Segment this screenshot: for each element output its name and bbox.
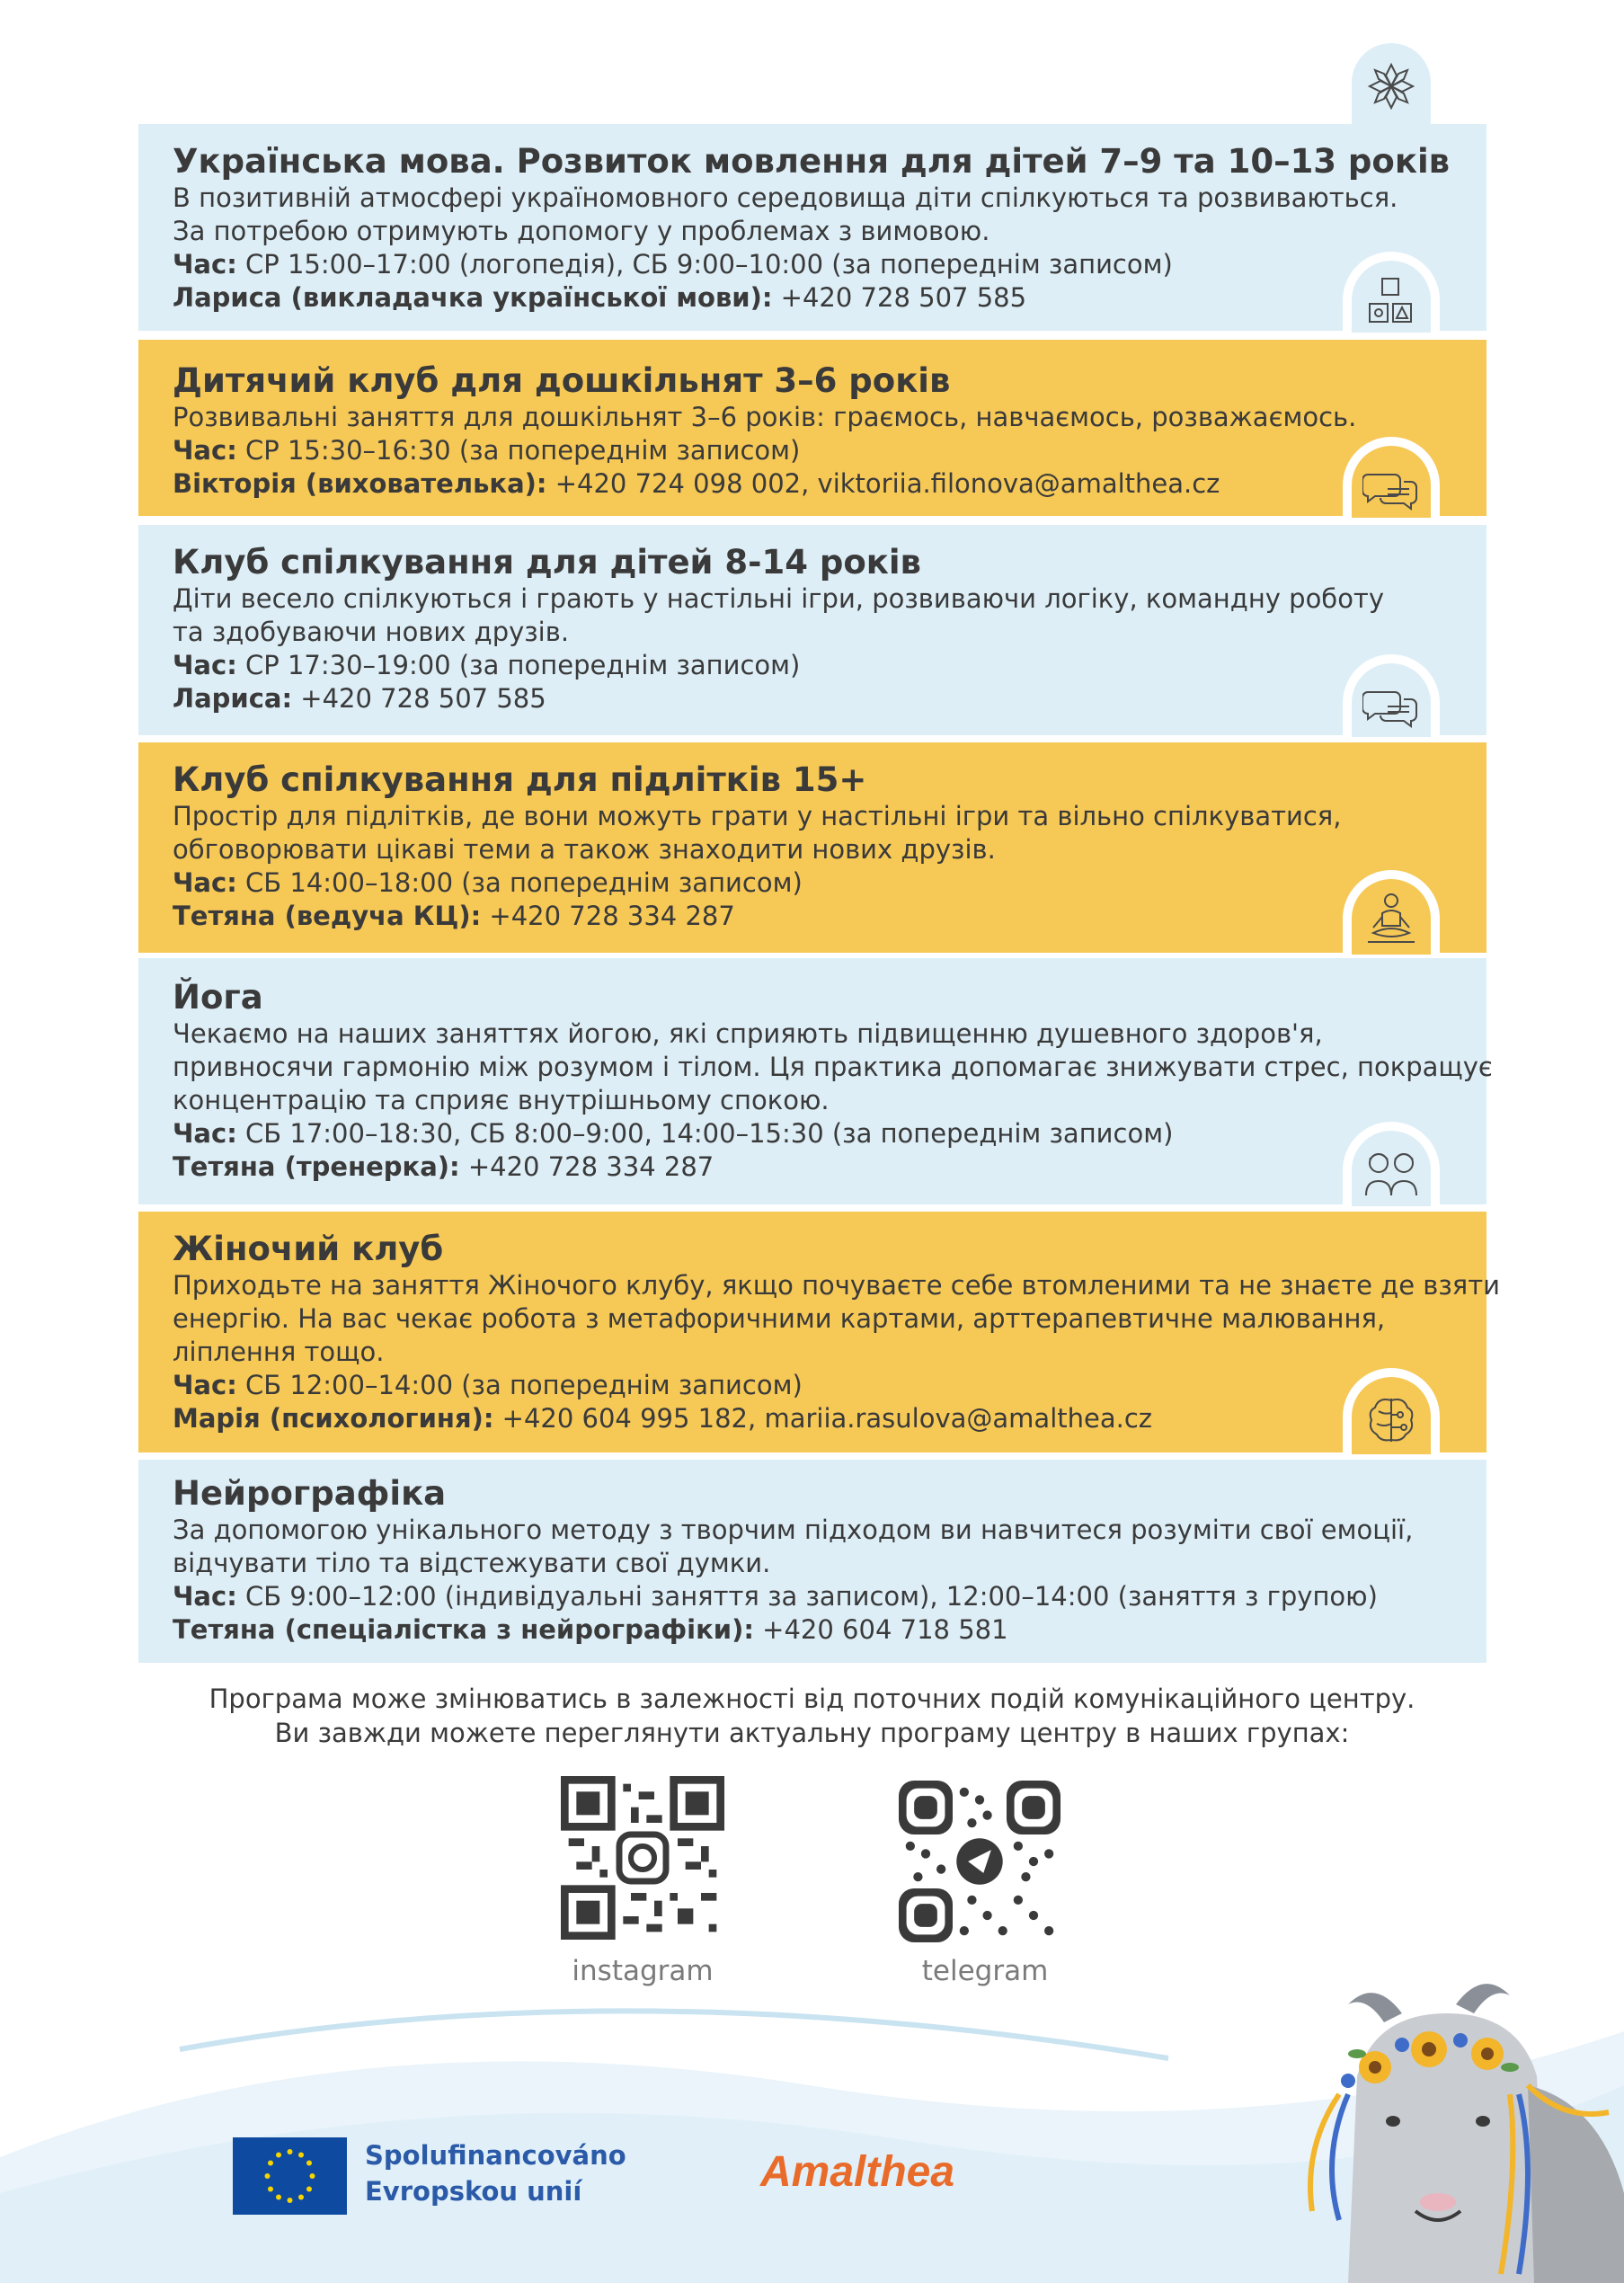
section-desc: За допомогою унікального методу з творчим підходом ви навчитеся розуміти свої емоції, bbox=[173, 1515, 1414, 1545]
section-desc: обговорювати цікаві теми а також знаходити нових друзів. bbox=[173, 834, 996, 865]
section-desc: ліплення тощо. bbox=[173, 1337, 385, 1367]
section-desc: та здобуваючи нових друзів. bbox=[173, 617, 570, 647]
goat-illustration bbox=[1222, 1977, 1624, 2283]
section-contact: Лариса: +420 728 507 585 bbox=[173, 683, 546, 714]
section-contact: Тетяна (тренерка): +420 728 334 287 bbox=[173, 1151, 714, 1182]
top-ornament-tab bbox=[1343, 34, 1440, 124]
instagram-label: instagram bbox=[572, 1955, 714, 1987]
section-title: Клуб спілкування для підлітків 15+ bbox=[173, 760, 867, 799]
footer-note-2: Ви завжди можете переглянути актуальну програму центру в наших групах: bbox=[274, 1718, 1350, 1748]
section-time: Час: СР 15:00–17:00 (логопедія), СБ 9:00–10:00 (за попереднім записом) bbox=[173, 249, 1173, 280]
section-desc: Простір для підлітків, де вони можуть грати у настільні ігри та вільно спілкуватися, bbox=[173, 801, 1342, 831]
section-time: Час: СБ 17:00–18:30, СБ 8:00–9:00, 14:00–15:30 (за попереднім записом) bbox=[173, 1118, 1174, 1149]
ornament-icon bbox=[1364, 59, 1418, 113]
chat-bubbles-icon bbox=[1362, 680, 1420, 733]
section-contact: Вікторія (вихователька): +420 724 098 002, viktoriia.filonova@amalthea.cz bbox=[173, 468, 1220, 499]
section-time: Час: СБ 9:00–12:00 (індивідуальні заняття за записом), 12:00–14:00 (заняття з групою) bbox=[173, 1581, 1378, 1612]
section-contact: Тетяна (ведуча КЦ): +420 728 334 287 bbox=[173, 901, 735, 931]
section-title: Клуб спілкування для дітей 8-14 років bbox=[173, 543, 921, 582]
telegram-label: telegram bbox=[921, 1955, 1049, 1987]
section-kids-club bbox=[138, 525, 1486, 735]
section-desc: привносячи гармонію між розумом і тілом. Ця практика допомагає знижувати стрес, покращує bbox=[173, 1052, 1493, 1082]
section-contact: Марія (психологиня): +420 604 995 182, mariia.rasulova@amalthea.cz bbox=[173, 1403, 1152, 1434]
section-desc: Розвивальні заняття для дошкільнят 3–6 років: граємось, навчаємось, розважаємось. bbox=[173, 402, 1357, 432]
telegram-qr-code[interactable] bbox=[899, 1781, 1060, 1942]
section-title: Жіночий клуб bbox=[173, 1230, 444, 1268]
section-desc: Діти весело спілкуються і грають у настільні ігри, розвиваючи логіку, командну роботу bbox=[173, 583, 1384, 614]
section-time: Час: СБ 14:00–18:00 (за попереднім записом) bbox=[173, 867, 803, 898]
section-time: Час: СР 17:30–19:00 (за попереднім записом) bbox=[173, 650, 801, 680]
footer-note-1: Програма може змінюватись в залежності від поточних подій комунікаційного центру. bbox=[209, 1683, 1415, 1714]
section-desc: концентрацію та сприяє внутрішньому спокою. bbox=[173, 1085, 830, 1115]
yoga-icon bbox=[1364, 892, 1418, 949]
amalthea-logo: Amalthea bbox=[760, 2148, 955, 2196]
section-teen-club bbox=[138, 742, 1486, 953]
section-womens-club bbox=[138, 1212, 1500, 1452]
section-contact: Лариса (викладачка української мови): +420 728 507 585 bbox=[173, 282, 1027, 313]
brain-icon bbox=[1364, 1393, 1418, 1447]
chat-bubbles-icon bbox=[1362, 462, 1420, 516]
eu-flag-logo bbox=[233, 2137, 347, 2215]
section-title: Нейрографіка bbox=[173, 1474, 447, 1513]
section-ukrainian-language bbox=[138, 124, 1486, 331]
section-title: Дитячий клуб для дошкільнят 3–6 років bbox=[173, 361, 951, 400]
women-icon bbox=[1362, 1147, 1420, 1201]
section-desc: Чекаємо на наших заняттях йогою, які сприяють підвищенню душевного здоров'я, bbox=[173, 1018, 1323, 1049]
blocks-icon bbox=[1364, 273, 1418, 327]
section-contact: Тетяна (спеціалістка з нейрографіки): +420 604 718 581 bbox=[173, 1614, 1008, 1645]
section-desc: За потребою отримують допомогу у проблемах з вимовою. bbox=[173, 216, 990, 246]
section-time: Час: СБ 12:00–14:00 (за попереднім записом) bbox=[173, 1370, 803, 1400]
section-title: Йога bbox=[173, 978, 263, 1017]
section-preschool-club bbox=[138, 340, 1486, 516]
section-yoga bbox=[138, 958, 1493, 1204]
section-desc: відчувати тіло та відстежувати свої думки. bbox=[173, 1548, 771, 1578]
section-neurographics bbox=[138, 1460, 1486, 1663]
eu-cofunding-text: Spolufinancováno Evropskou unií bbox=[365, 2140, 626, 2207]
section-desc: Приходьте на заняття Жіночого клубу, якщо почуваєте себе втомленими та не знаєте де взяти bbox=[173, 1270, 1500, 1301]
section-desc: В позитивній атмосфері україномовного середовища діти спілкуються та розвиваються. bbox=[173, 182, 1398, 213]
instagram-qr-code[interactable] bbox=[561, 1776, 724, 1940]
section-title: Українська мова. Розвиток мовлення для дітей 7–9 та 10–13 років bbox=[173, 142, 1451, 181]
section-desc: енергію. На вас чекає робота з метафоричними картами, арттерапевтичне малювання, bbox=[173, 1303, 1386, 1334]
section-time: Час: СР 15:30–16:30 (за попереднім записом) bbox=[173, 435, 801, 466]
